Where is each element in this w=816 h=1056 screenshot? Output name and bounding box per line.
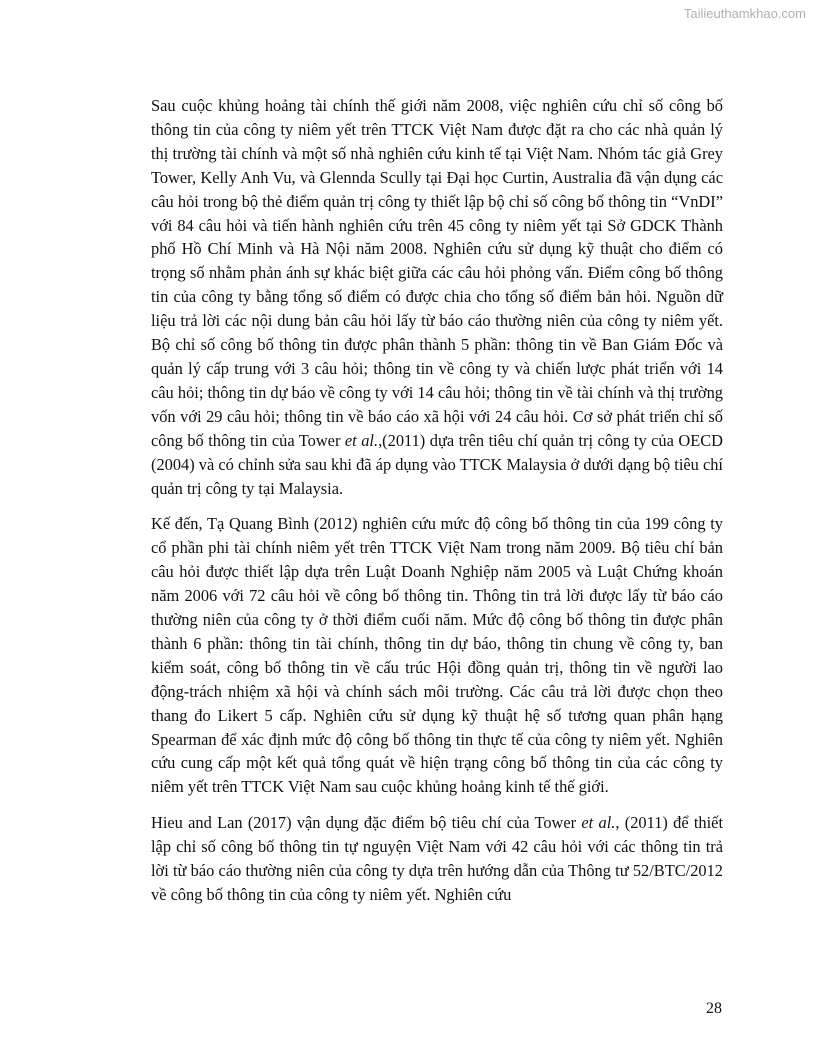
page-number: 28 xyxy=(706,1000,722,1017)
paragraph-1-italic: et al. xyxy=(344,430,379,450)
watermark: Tailieuthamkhao.com xyxy=(683,6,806,21)
paragraph-3-italic: et al. xyxy=(581,813,616,833)
paragraph-1-after: ,(2011) dựa trên tiêu chí quản trị công ty của OECD (2004) và có chỉnh sửa sau khi đã áp dụng vào TTCK Malaysia ở dưới dạng bộ tiêu chí quản trị công ty tại Malaysia. xyxy=(151,430,723,498)
paragraph-2 xyxy=(151,512,723,799)
paragraph-3-text: Hieu and Lan (2017) vận dụng đặc điểm bộ tiêu chí của Tower xyxy=(151,813,582,833)
paragraph-3-after: , (2011) để thiết lập chỉ số công bố thông tin tự nguyện Việt Nam với 42 câu hỏi với các thông tin trả lời từ báo cáo thường niên của công ty dựa trên hướng dẫn của Thông tư 52/BTC/2012 về công bố thông tin của công ty niêm yết. Nghiên cứu xyxy=(151,813,724,904)
paragraph-1-text: Sau cuộc khủng hoảng tài chính thế giới năm 2008, việc nghiên cứu chỉ số công bố thông tin của công ty niêm yết trên TTCK Việt Nam được đặt ra cho các nhà quản lý thị trường tài chính và một số nhà nghiên cứu kinh tế tại Việt Nam. Nhóm tác giả Grey Tower, Kelly Anh Vu, và Glennda Scully tại Đại học Curtin, Australia đã vận dụng các câu hỏi trong bộ thẻ điểm quản trị công ty thiết lập bộ chỉ số công bố thông tin “VnDI” với 84 câu hỏi và tiến hành nghiên cứu trên 45 công ty niêm yết tại Sở GDCK Thành phố Hồ Chí Minh và Hà Nội năm 2008. Nghiên cứu sử dụng kỹ thuật cho điểm có trọng số nhằm phản ánh sự khác biệt giữa các câu hỏi phỏng vấn. Điểm công bố thông tin của công ty bằng tổng số điểm có được chia cho tổng số điểm bản hỏi. Nguồn dữ liệu trả lời các nội dung bản câu hỏi lấy từ báo cáo thường niên của công ty niêm yết. Bộ chỉ số công bố thông tin được phân thành 5 phần: thông tin về Ban Giám Đốc và quản lý cấp trung với 3 câu hỏi; thông tin về công ty và chiến lược phát triển với 14 câu hỏi; thông tin dự báo về công ty với 14 câu hỏi; thông tin về tài chính và thị trường vốn với 29 câu hỏi; thông tin về báo cáo xã hội với 24 câu hỏi. Cơ sở phát triển chỉ số công bố thông tin của Tower xyxy=(151,96,723,450)
document-body xyxy=(151,94,723,919)
paragraph-2-text: Kế đến, Tạ Quang Bình (2012) nghiên cứu mức độ công bố thông tin của 199 công ty cổ phần phi tài chính niêm yết trên TTCK Việt Nam trong năm 2009. Bộ tiêu chí bản câu hỏi được thiết lập dựa trên Luật Doanh Nghiệp năm 2005 và Luật Chứng khoán năm 2006 với 72 câu hỏi về công bố thông tin. Thông tin trả lời được lấy từ báo cáo thường niên của công ty ở thời điểm cuối năm. Mức độ công bố thông tin được phân thành 6 phần: thông tin tài chính, thông tin dự báo, thông tin chung về công ty, ban kiểm soát, công bố thông tin về cấu trúc Hội đồng quản trị, thông tin về người lao động-trách nhiệm xã hội và chính sách môi trường. Các câu trả lời được chọn theo thang đo Likert 5 cấp. Nghiên cứu sử dụng kỹ thuật hệ số tương quan phân hạng Spearman để xác định mức độ công bố thông tin thực tế của công ty niêm yết. Nghiên cứu cung cấp một kết quả tổng quát về hiện trạng công bố thông tin của các công ty niêm yết trên TTCK Việt Nam sau cuộc khủng hoảng kinh tế thế giới. xyxy=(151,514,723,797)
paragraph-3 xyxy=(151,811,723,907)
paragraph-1 xyxy=(151,94,723,500)
